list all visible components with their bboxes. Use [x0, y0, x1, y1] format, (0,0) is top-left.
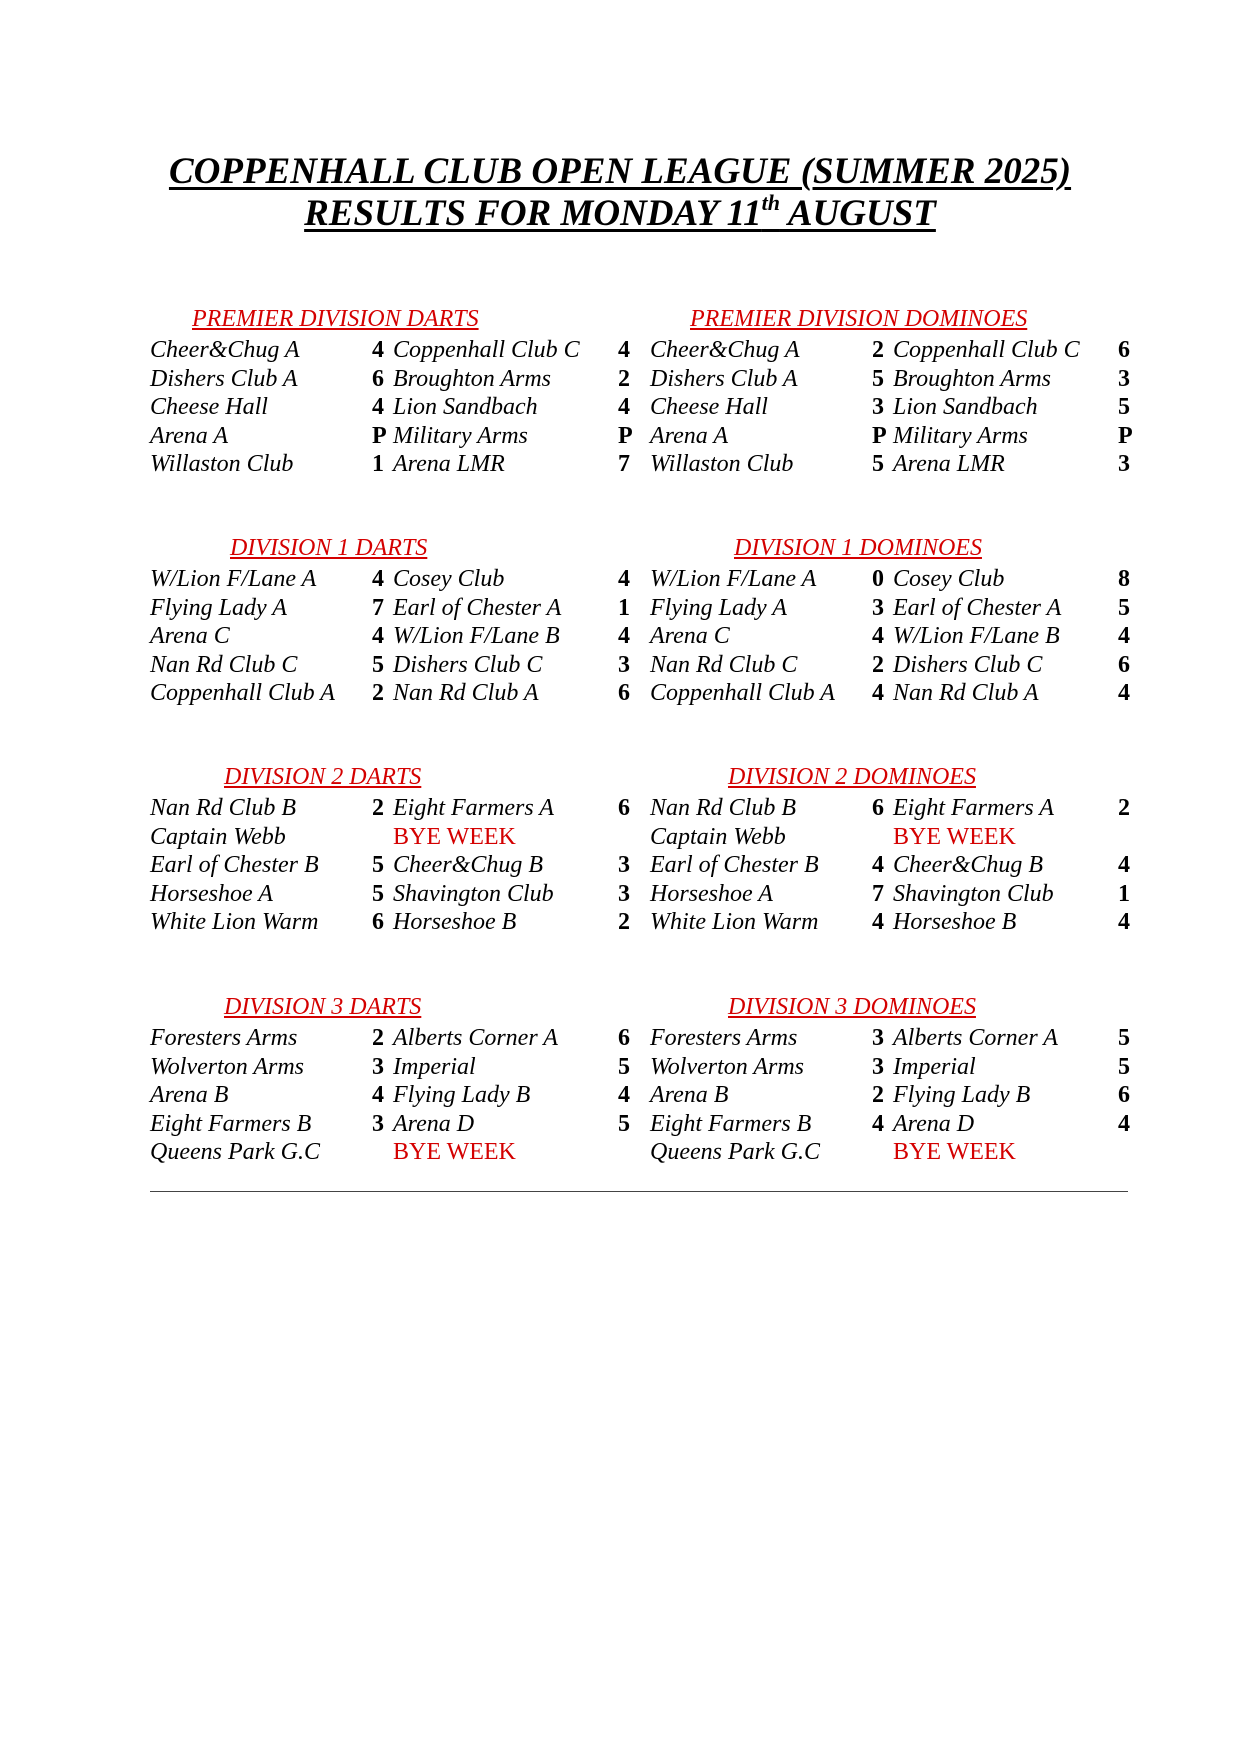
home-team: Cheese Hall: [150, 394, 268, 421]
home-score: 7: [872, 880, 884, 907]
result-row: [150, 365, 710, 394]
home-score: 4: [372, 337, 384, 363]
away-score: 2: [618, 909, 630, 936]
home-team: Captain Webb: [650, 823, 786, 850]
section-premier-darts: [150, 304, 710, 504]
home-score: 5: [372, 880, 384, 907]
home-team: Nan Rd Club B: [650, 795, 797, 821]
away-score: 6: [618, 1025, 630, 1051]
away-score: 4: [1118, 852, 1130, 879]
result-row: [650, 336, 1210, 365]
away-team: Cosey Club: [393, 566, 505, 592]
home-team: Captain Webb: [150, 823, 286, 850]
home-score: 6: [372, 909, 384, 936]
home-team: Eight Farmers B: [150, 1110, 312, 1137]
home-score: 4: [372, 566, 384, 592]
home-score: P: [872, 422, 887, 449]
home-team: Queens Park G.C: [150, 1139, 320, 1166]
away-team: W/Lion F/Lane B: [893, 623, 1060, 650]
result-row: [150, 651, 710, 680]
page-subtitle: [0, 189, 1240, 235]
home-score: 4: [872, 852, 884, 879]
home-score: 6: [372, 365, 384, 392]
away-team: Lion Sandbach: [893, 394, 1038, 421]
section-div1-dominoes: [650, 533, 1210, 733]
section-div1-darts: [150, 533, 710, 733]
away-score: 2: [1118, 795, 1130, 821]
home-score: 2: [372, 795, 384, 821]
home-team: Horseshoe A: [150, 880, 273, 907]
away-team: Broughton Arms: [893, 365, 1052, 392]
home-team: Arena B: [650, 1082, 729, 1109]
away-team: Military Arms: [393, 422, 528, 449]
away-team: Earl of Chester A: [393, 594, 562, 621]
away-score: 4: [1118, 1110, 1130, 1137]
result-row: [650, 1024, 1210, 1053]
result-row: [150, 679, 710, 708]
away-team: Imperial: [393, 1053, 476, 1080]
result-row: [150, 594, 710, 623]
home-score: 3: [872, 594, 884, 621]
subtitle-prefix: RESULTS FOR MONDAY 11: [304, 193, 762, 234]
home-score: 4: [872, 1110, 884, 1137]
home-score: 4: [872, 909, 884, 936]
home-score: 3: [872, 1025, 884, 1051]
away-score: 6: [1118, 337, 1130, 363]
home-score: 7: [372, 594, 384, 621]
home-team: Nan Rd Club C: [650, 651, 798, 678]
away-team: Horseshoe B: [393, 909, 517, 936]
result-row: [150, 1110, 710, 1139]
away-team: Nan Rd Club A: [893, 680, 1039, 707]
away-score: 3: [618, 651, 630, 678]
bottom-divider: [150, 1191, 1128, 1192]
away-team: Arena D: [893, 1110, 975, 1137]
section-div3-dominoes: [650, 992, 1210, 1192]
bye-week-label: BYE WEEK: [393, 1139, 516, 1166]
home-score: 3: [872, 394, 884, 421]
away-score: 4: [618, 1082, 630, 1109]
home-team: Cheese Hall: [650, 394, 768, 421]
away-score: 5: [1118, 1025, 1130, 1051]
section-div3-darts: [150, 992, 710, 1192]
home-team: Flying Lady A: [650, 594, 787, 621]
result-row: [650, 823, 1210, 852]
away-score: P: [1118, 422, 1133, 449]
result-row: [650, 422, 1210, 451]
section-div2-dominoes: [650, 762, 1210, 962]
page-title: COPPENHALL CLUB OPEN LEAGUE (SUMMER 2025): [168, 151, 1072, 192]
home-score: 4: [372, 394, 384, 421]
home-team: Eight Farmers B: [650, 1110, 812, 1137]
away-team: Coppenhall Club C: [393, 337, 580, 363]
result-row: [650, 450, 1210, 479]
home-score: 0: [872, 566, 884, 592]
result-row: [150, 1053, 710, 1082]
home-team: Coppenhall Club A: [150, 680, 335, 707]
result-row: [150, 565, 710, 594]
away-score: 5: [1118, 394, 1130, 421]
away-score: 6: [618, 795, 630, 821]
result-row: [650, 1110, 1210, 1139]
away-team: Dishers Club C: [893, 651, 1043, 678]
section-heading: DIVISION 3 DARTS: [224, 994, 422, 1020]
home-score: 4: [372, 1082, 384, 1109]
bye-week-label: BYE WEEK: [893, 1139, 1016, 1166]
home-score: 5: [872, 451, 884, 478]
away-score: 4: [618, 394, 630, 421]
home-score: 5: [372, 852, 384, 879]
away-score: 1: [1118, 880, 1130, 907]
home-score: 2: [872, 1082, 884, 1109]
section-heading: DIVISION 1 DOMINOES: [734, 535, 982, 561]
home-team: Dishers Club A: [150, 365, 298, 392]
result-row: [150, 622, 710, 651]
result-row: [150, 851, 710, 880]
away-score: 4: [1118, 623, 1130, 650]
home-score: 2: [872, 651, 884, 678]
home-score: 4: [872, 680, 884, 707]
home-team: Queens Park G.C: [650, 1139, 820, 1166]
home-team: Nan Rd Club B: [150, 795, 297, 821]
home-score: P: [372, 422, 387, 449]
away-score: P: [618, 422, 633, 449]
home-score: 3: [372, 1110, 384, 1137]
home-team: Arena B: [150, 1082, 229, 1109]
section-div2-darts: [150, 762, 710, 962]
away-team: Arena LMR: [393, 451, 505, 478]
result-row: [150, 422, 710, 451]
away-score: 6: [1118, 651, 1130, 678]
away-team: Alberts Corner A: [393, 1025, 558, 1051]
away-score: 3: [1118, 451, 1130, 478]
home-team: Earl of Chester B: [650, 852, 819, 879]
away-score: 2: [618, 365, 630, 392]
away-team: Coppenhall Club C: [893, 337, 1080, 363]
home-team: Wolverton Arms: [650, 1053, 805, 1080]
away-score: 1: [618, 594, 630, 621]
section-heading: DIVISION 3 DOMINOES: [728, 994, 976, 1020]
away-score: 3: [1118, 365, 1130, 392]
away-score: 4: [618, 623, 630, 650]
result-row: [650, 880, 1210, 909]
result-row: [650, 594, 1210, 623]
away-score: 4: [618, 566, 630, 592]
home-team: Dishers Club A: [650, 365, 798, 392]
bye-week-label: BYE WEEK: [393, 823, 516, 850]
away-team: Arena LMR: [893, 451, 1005, 478]
home-team: Earl of Chester B: [150, 852, 319, 879]
result-row: [650, 622, 1210, 651]
away-score: 8: [1118, 566, 1130, 592]
away-team: Broughton Arms: [393, 365, 552, 392]
away-score: 6: [618, 680, 630, 707]
home-score: 3: [872, 1053, 884, 1080]
home-score: 1: [372, 451, 384, 478]
home-team: Arena A: [150, 422, 228, 449]
away-score: 5: [1118, 1053, 1130, 1080]
home-score: 4: [372, 623, 384, 650]
home-score: 3: [372, 1053, 384, 1080]
away-score: 3: [618, 852, 630, 879]
result-row: [650, 1138, 1210, 1167]
away-team: Flying Lady B: [893, 1082, 1031, 1109]
home-score: 5: [872, 365, 884, 392]
home-team: Willaston Club: [650, 451, 794, 478]
away-score: 7: [618, 451, 630, 478]
section-heading: DIVISION 2 DOMINOES: [728, 764, 976, 790]
result-row: [150, 1138, 710, 1167]
home-team: Arena C: [650, 623, 730, 650]
home-team: White Lion Warm: [650, 909, 819, 936]
home-team: Cheer&Chug A: [650, 337, 800, 363]
home-team: Horseshoe A: [650, 880, 773, 907]
away-team: Cosey Club: [893, 566, 1005, 592]
home-score: 2: [372, 680, 384, 707]
result-row: [150, 794, 710, 823]
home-team: White Lion Warm: [150, 909, 319, 936]
result-row: [650, 393, 1210, 422]
home-team: Wolverton Arms: [150, 1053, 305, 1080]
result-row: [150, 336, 710, 365]
home-team: W/Lion F/Lane A: [150, 566, 317, 592]
home-score: 2: [872, 337, 884, 363]
section-heading: PREMIER DIVISION DOMINOES: [690, 306, 1028, 332]
result-row: [650, 365, 1210, 394]
home-score: 5: [372, 651, 384, 678]
result-row: [150, 450, 710, 479]
away-score: 3: [618, 880, 630, 907]
away-team: Earl of Chester A: [893, 594, 1062, 621]
away-team: Cheer&Chug B: [393, 852, 543, 879]
home-team: W/Lion F/Lane A: [650, 566, 817, 592]
subtitle-superscript: th: [761, 189, 780, 215]
home-team: Coppenhall Club A: [650, 680, 835, 707]
result-row: [150, 1024, 710, 1053]
away-team: Alberts Corner A: [893, 1025, 1058, 1051]
result-row: [650, 1081, 1210, 1110]
away-score: 5: [618, 1053, 630, 1080]
away-team: Military Arms: [893, 422, 1028, 449]
result-row: [150, 880, 710, 909]
result-row: [650, 794, 1210, 823]
home-score: 6: [872, 795, 884, 821]
home-team: Foresters Arms: [650, 1025, 798, 1051]
away-team: Lion Sandbach: [393, 394, 538, 421]
away-score: 4: [1118, 909, 1130, 936]
away-team: Eight Farmers A: [893, 795, 1054, 821]
home-team: Arena A: [650, 422, 728, 449]
away-team: Arena D: [393, 1110, 475, 1137]
result-row: [150, 908, 710, 937]
result-row: [150, 823, 710, 852]
away-team: Imperial: [893, 1053, 976, 1080]
away-team: Eight Farmers A: [393, 795, 554, 821]
away-team: W/Lion F/Lane B: [393, 623, 560, 650]
home-score: 2: [372, 1025, 384, 1051]
away-score: 5: [1118, 594, 1130, 621]
away-team: Horseshoe B: [893, 909, 1017, 936]
result-row: [150, 393, 710, 422]
away-score: 4: [618, 337, 630, 363]
result-row: [650, 851, 1210, 880]
away-team: Nan Rd Club A: [393, 680, 539, 707]
section-heading: PREMIER DIVISION DARTS: [192, 306, 479, 332]
away-score: 4: [1118, 680, 1130, 707]
subtitle-suffix: AUGUST: [779, 193, 936, 234]
away-score: 6: [1118, 1082, 1130, 1109]
away-team: Shavington Club: [893, 880, 1054, 907]
away-team: Dishers Club C: [393, 651, 543, 678]
home-team: Arena C: [150, 623, 230, 650]
result-row: [150, 1081, 710, 1110]
home-team: Cheer&Chug A: [150, 337, 300, 363]
home-team: Willaston Club: [150, 451, 294, 478]
away-team: Flying Lady B: [393, 1082, 531, 1109]
home-team: Foresters Arms: [150, 1025, 298, 1051]
result-row: [650, 1053, 1210, 1082]
home-team: Nan Rd Club C: [150, 651, 298, 678]
result-row: [650, 651, 1210, 680]
result-row: [650, 565, 1210, 594]
result-row: [650, 908, 1210, 937]
section-heading: DIVISION 2 DARTS: [224, 764, 422, 790]
home-team: Flying Lady A: [150, 594, 287, 621]
section-premier-dominoes: [650, 304, 1210, 504]
home-score: 4: [872, 623, 884, 650]
away-score: 5: [618, 1110, 630, 1137]
away-team: Cheer&Chug B: [893, 852, 1043, 879]
result-row: [650, 679, 1210, 708]
section-heading: DIVISION 1 DARTS: [230, 535, 428, 561]
away-team: Shavington Club: [393, 880, 554, 907]
bye-week-label: BYE WEEK: [893, 823, 1016, 850]
